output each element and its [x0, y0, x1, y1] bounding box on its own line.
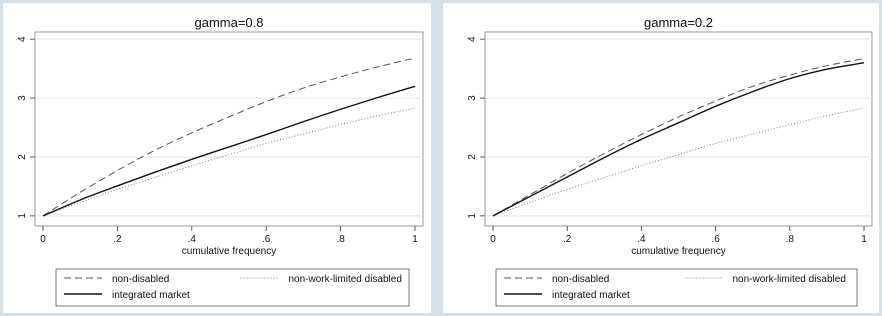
x-axis-label: cumulative frequency [631, 246, 726, 257]
x-tick-label: .2 [563, 234, 572, 245]
legend-label: integrated market [112, 290, 190, 301]
x-tick-label: .8 [785, 234, 794, 245]
chart-panel-1 [3, 3, 431, 313]
chart-title: gamma=0.2 [643, 15, 714, 30]
y-tick-label: 3 [467, 95, 478, 101]
x-tick-label: 0 [490, 234, 496, 245]
x-tick-label: .8 [336, 234, 345, 245]
x-axis-label: cumulative frequency [181, 246, 277, 257]
legend [496, 269, 857, 306]
x-tick-label: 0 [40, 234, 46, 245]
y-tick-label: 4 [467, 36, 478, 42]
chart-panel-2 [443, 3, 879, 313]
y-tick-label: 4 [17, 36, 28, 42]
y-tick-label: 2 [467, 154, 478, 160]
x-tick-label: .2 [113, 234, 122, 245]
legend-label: non-work-limited disabled [288, 274, 402, 285]
x-tick-label: .6 [711, 234, 720, 245]
legend-label: integrated market [552, 290, 630, 301]
legend-label: non-disabled [552, 274, 610, 285]
x-tick-label: .6 [262, 234, 271, 245]
y-tick-label: 2 [17, 154, 28, 160]
panel-background [443, 3, 879, 313]
chart-title: gamma=0.8 [194, 15, 264, 30]
y-tick-label: 3 [17, 95, 28, 101]
x-tick-label: .4 [187, 234, 196, 245]
legend-label: non-work-limited disabled [732, 274, 846, 285]
y-tick-label: 1 [467, 213, 478, 219]
legend [56, 269, 409, 306]
x-tick-label: 1 [412, 234, 418, 245]
x-tick-label: .4 [637, 234, 646, 245]
x-tick-label: 1 [861, 234, 867, 245]
y-tick-label: 1 [17, 213, 28, 219]
legend-label: non-disabled [112, 274, 170, 285]
